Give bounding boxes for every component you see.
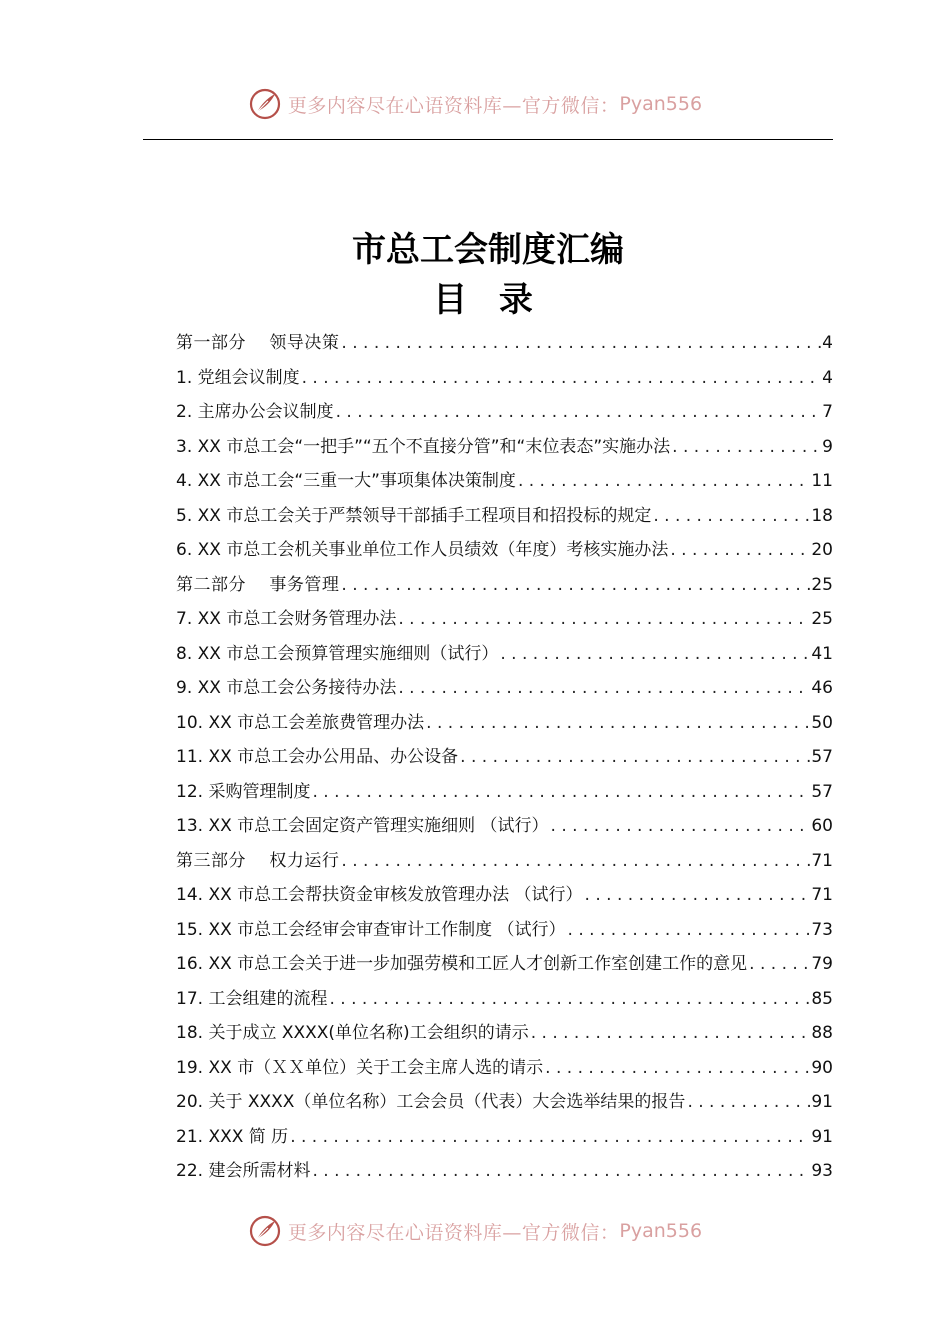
toc-entry-page: 85 bbox=[811, 988, 833, 1009]
toc-entry-page: 79 bbox=[811, 954, 833, 975]
toc-entry[interactable] bbox=[176, 982, 833, 1017]
toc-heading: 目 录 bbox=[433, 280, 543, 320]
toc-dot-leader bbox=[336, 402, 822, 422]
toc-entry-label: 第一部分 领导决策 bbox=[176, 333, 340, 354]
toc-entry[interactable] bbox=[176, 568, 833, 603]
feather-logo-icon bbox=[248, 87, 282, 121]
toc-dot-leader bbox=[398, 609, 810, 629]
toc-entry-label: 21. XXX 简 历 bbox=[176, 1126, 289, 1147]
toc-entry[interactable] bbox=[176, 499, 833, 534]
toc-entry-page: 71 bbox=[811, 885, 833, 906]
toc-entry[interactable] bbox=[176, 844, 833, 879]
toc-entry-label: 2. 主席办公会议制度 bbox=[176, 402, 334, 423]
toc-dot-leader bbox=[312, 782, 810, 802]
toc-entry[interactable] bbox=[176, 1051, 833, 1086]
toc-entry-label: 22. 建会所需材料 bbox=[176, 1161, 311, 1182]
toc-dot-leader bbox=[687, 1092, 810, 1112]
table-of-contents bbox=[176, 326, 833, 1189]
toc-entry[interactable] bbox=[176, 809, 833, 844]
toc-entry[interactable] bbox=[176, 637, 833, 672]
toc-dot-leader bbox=[341, 575, 810, 595]
toc-dot-leader bbox=[568, 920, 811, 940]
toc-dot-leader bbox=[545, 1058, 810, 1078]
header-divider bbox=[143, 139, 833, 140]
toc-entry-label: 20. 关于 XXXX（单位名称）工会会员（代表）大会选举结果的报告 bbox=[176, 1092, 686, 1113]
toc-entry[interactable] bbox=[176, 1016, 833, 1051]
toc-entry-label: 第三部分 权力运行 bbox=[176, 850, 340, 871]
toc-entry-page: 60 bbox=[811, 816, 833, 837]
toc-dot-leader bbox=[531, 1023, 811, 1043]
toc-entry-label: 7. XX 市总工会财务管理办法 bbox=[176, 609, 397, 630]
toc-entry-page: 25 bbox=[811, 574, 833, 595]
toc-entry-page: 41 bbox=[811, 643, 833, 664]
toc-entry-page: 91 bbox=[811, 1092, 833, 1113]
toc-entry-page: 91 bbox=[811, 1126, 833, 1147]
toc-entry-label: 12. 采购管理制度 bbox=[176, 781, 311, 802]
toc-entry-label: 17. 工会组建的流程 bbox=[176, 988, 328, 1009]
toc-dot-leader bbox=[312, 1161, 810, 1181]
toc-entry[interactable] bbox=[176, 533, 833, 568]
toc-entry[interactable] bbox=[176, 775, 833, 810]
header-wechat-id: Pyan556 bbox=[619, 93, 703, 115]
toc-entry-label: 1. 党组会议制度 bbox=[176, 367, 300, 388]
toc-entry-label: 第二部分 事务管理 bbox=[176, 574, 340, 595]
toc-dot-leader bbox=[341, 333, 821, 353]
toc-entry-label: 15. XX 市总工会经审会审查审计工作制度 （试行） bbox=[176, 919, 566, 940]
header-slogan: 更多内容尽在心语资料库—官方微信： bbox=[287, 94, 620, 117]
toc-dot-leader bbox=[749, 954, 810, 974]
toc-dot-leader bbox=[426, 713, 810, 733]
toc-entry-page: 4 bbox=[822, 333, 833, 354]
toc-entry-page: 46 bbox=[811, 678, 833, 699]
toc-entry[interactable] bbox=[176, 878, 833, 913]
toc-entry-label: 16. XX 市总工会关于进一步加强劳模和工匠人才创新工作室创建工作的意见 bbox=[176, 954, 748, 975]
toc-entry-label: 14. XX 市总工会帮扶资金审核发放管理办法 （试行） bbox=[176, 885, 583, 906]
toc-dot-leader bbox=[398, 678, 810, 698]
toc-entry-page: 9 bbox=[822, 436, 833, 457]
document-title: 市总工会制度汇编 bbox=[352, 230, 624, 270]
toc-entry-label: 13. XX 市总工会固定资产管理实施细则 （试行） bbox=[176, 816, 549, 837]
toc-entry-label: 10. XX 市总工会差旅费管理办法 bbox=[176, 712, 425, 733]
toc-entry-label: 4. XX 市总工会“三重一大”事项集体决策制度 bbox=[176, 471, 516, 492]
toc-entry-page: 93 bbox=[811, 1161, 833, 1182]
feather-logo-icon bbox=[248, 1214, 282, 1248]
header-banner bbox=[0, 84, 950, 124]
toc-entry-page: 71 bbox=[811, 850, 833, 871]
toc-entry-page: 57 bbox=[811, 781, 833, 802]
toc-dot-leader bbox=[551, 816, 811, 836]
toc-entry-label: 3. XX 市总工会“一把手”“五个不直接分管”和“末位表态”实施办法 bbox=[176, 436, 671, 457]
toc-entry-page: 7 bbox=[822, 402, 833, 423]
footer-wechat-id: Pyan556 bbox=[619, 1220, 703, 1242]
toc-entry-label: 18. 关于成立 XXXX(单位名称)工会组织的请示 bbox=[176, 1023, 529, 1044]
toc-entry[interactable] bbox=[176, 395, 833, 430]
toc-dot-leader bbox=[329, 989, 810, 1009]
toc-entry[interactable] bbox=[176, 671, 833, 706]
toc-entry[interactable] bbox=[176, 464, 833, 499]
toc-entry-page: 18 bbox=[811, 505, 833, 526]
toc-entry[interactable] bbox=[176, 913, 833, 948]
toc-dot-leader bbox=[518, 471, 810, 491]
toc-entry-label: 5. XX 市总工会关于严禁领导干部插手工程项目和招投标的规定 bbox=[176, 505, 652, 526]
toc-dot-leader bbox=[500, 644, 810, 664]
toc-dot-leader bbox=[341, 851, 810, 871]
toc-dot-leader bbox=[670, 540, 810, 560]
toc-entry-page: 73 bbox=[811, 919, 833, 940]
footer-slogan: 更多内容尽在心语资料库—官方微信： bbox=[287, 1221, 620, 1244]
toc-entry-label: 8. XX 市总工会预算管理实施细则（试行） bbox=[176, 643, 499, 664]
toc-entry[interactable] bbox=[176, 1120, 833, 1155]
toc-entry-page: 25 bbox=[811, 609, 833, 630]
toc-entry[interactable] bbox=[176, 740, 833, 775]
toc-entry-page: 90 bbox=[811, 1057, 833, 1078]
toc-entry-page: 11 bbox=[811, 471, 833, 492]
toc-entry-label: 6. XX 市总工会机关事业单位工作人员绩效（年度）考核实施办法 bbox=[176, 540, 669, 561]
toc-entry[interactable] bbox=[176, 947, 833, 982]
toc-entry-page: 50 bbox=[811, 712, 833, 733]
toc-entry[interactable] bbox=[176, 1154, 833, 1189]
toc-entry-label: 19. XX 市（ＸＸ单位）关于工会主席人选的请示 bbox=[176, 1057, 544, 1078]
toc-entry-page: 4 bbox=[822, 367, 833, 388]
toc-entry[interactable] bbox=[176, 1085, 833, 1120]
toc-entry-page: 88 bbox=[811, 1023, 833, 1044]
toc-entry-label: 9. XX 市总工会公务接待办法 bbox=[176, 678, 397, 699]
footer-banner bbox=[0, 1211, 950, 1251]
toc-dot-leader bbox=[302, 368, 822, 388]
toc-entry[interactable] bbox=[176, 706, 833, 741]
toc-dot-leader bbox=[672, 437, 821, 457]
toc-entry[interactable] bbox=[176, 430, 833, 465]
toc-dot-leader bbox=[585, 885, 811, 905]
toc-dot-leader bbox=[653, 506, 810, 526]
toc-entry-label: 11. XX 市总工会办公用品、办公设备 bbox=[176, 747, 459, 768]
toc-entry[interactable] bbox=[176, 326, 833, 361]
toc-dot-leader bbox=[290, 1127, 810, 1147]
toc-entry-page: 57 bbox=[811, 747, 833, 768]
toc-entry[interactable] bbox=[176, 361, 833, 396]
toc-dot-leader bbox=[460, 747, 810, 767]
toc-entry[interactable] bbox=[176, 602, 833, 637]
toc-entry-page: 20 bbox=[811, 540, 833, 561]
